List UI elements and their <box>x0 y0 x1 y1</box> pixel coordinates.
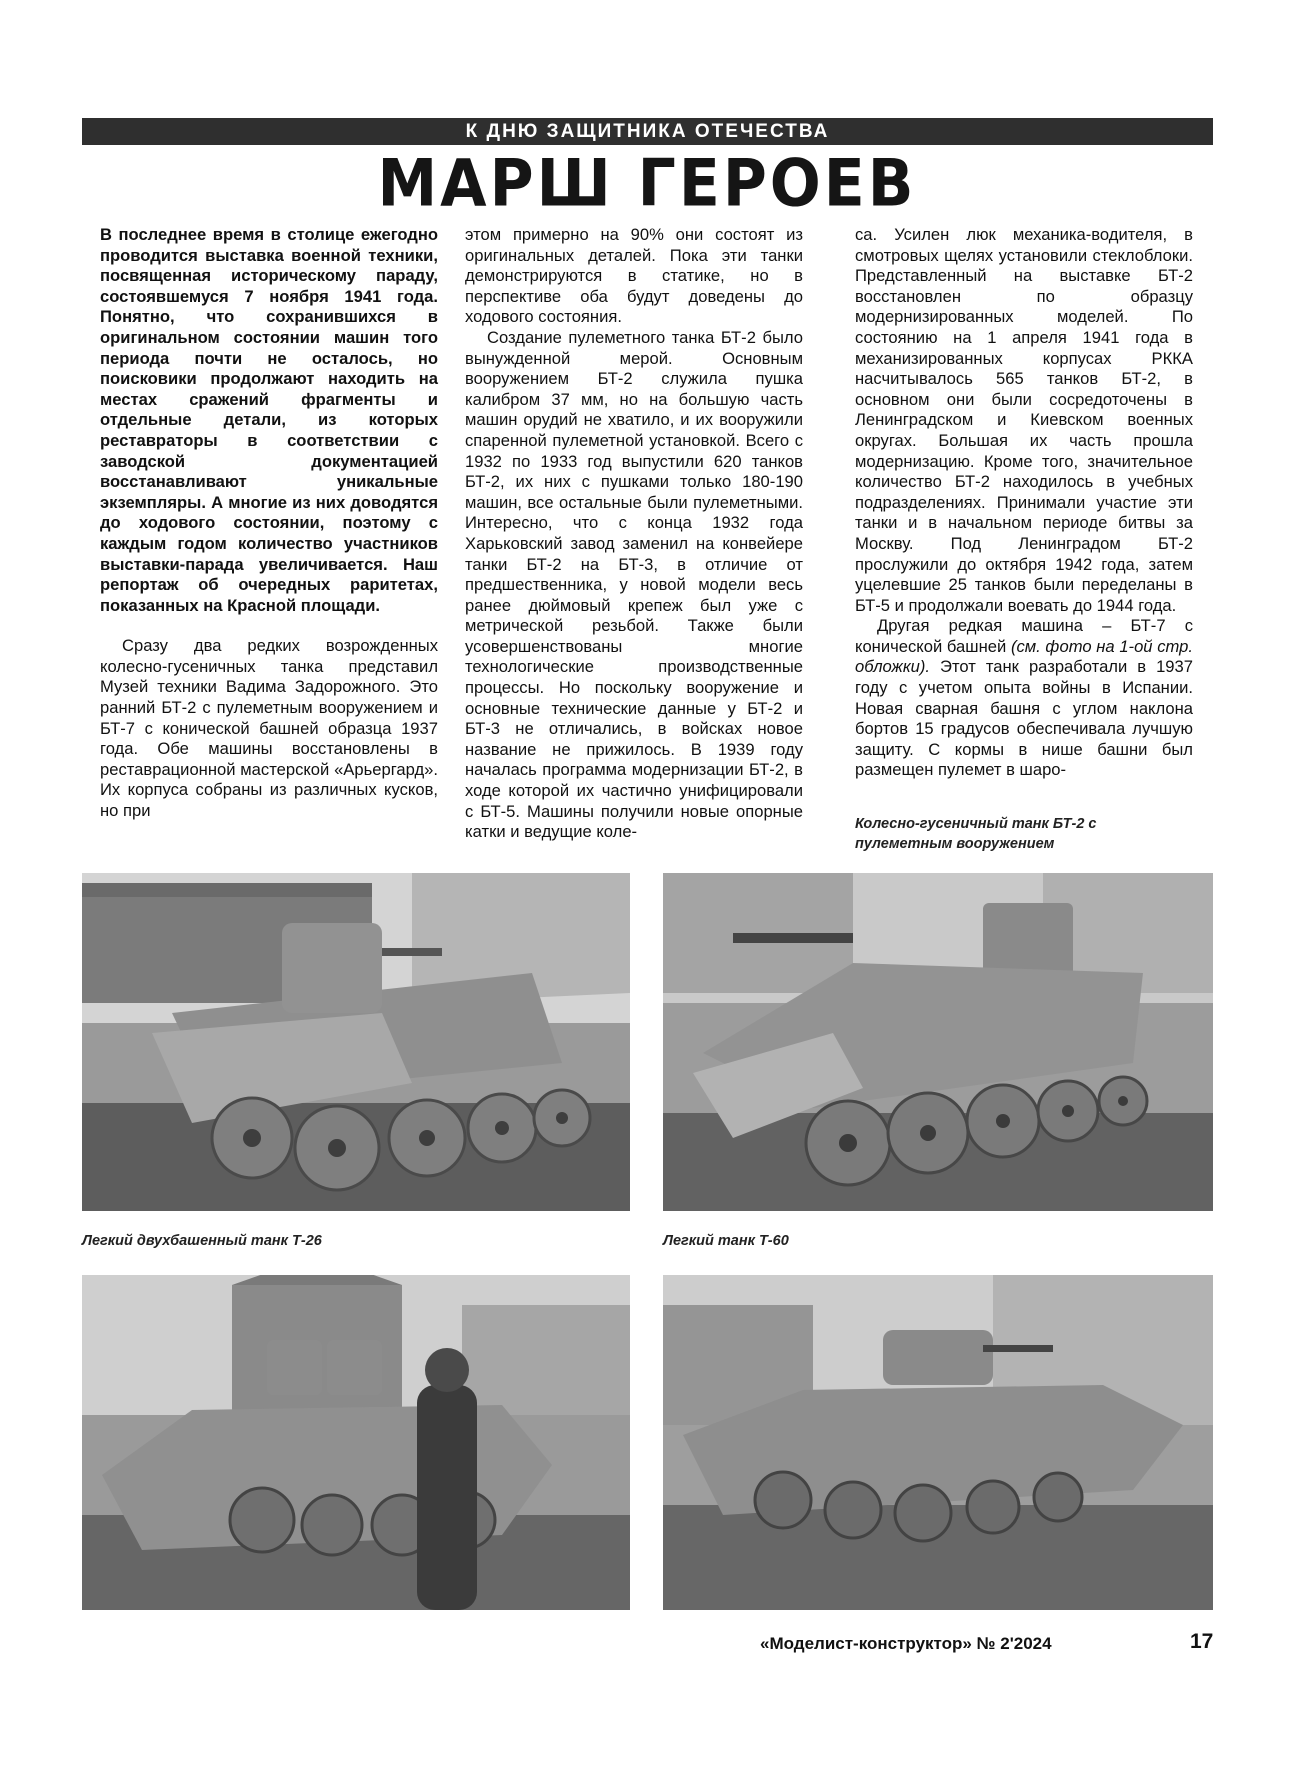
body-paragraph <box>855 616 1193 781</box>
body-paragraph: Сразу два редких возрожденных колесно-гусеничных танка представил Музей техники Вадима Задорожного. Это ранний БТ-2 с пулеметным вооружением и БТ-7 с конической башней образца 1937 года. Обе машины восстановлены в реставрационной мастерской «Арьергард». Их корпуса собраны из различных кусков, но при <box>100 636 438 821</box>
body-paragraph: Создание пулеметного танка БТ-2 было вынужденной мерой. Основным вооружением БТ-2 служила пушка калибром 37 мм, но на большую часть машин орудий не хватило, и их вооружили спаренной пулеметной установкой. Всего с 1932 по 1933 год выпустили 620 танков БТ-2, их них с пушками только 180-190 машин, все остальные были пулеметными. Интересно, что с конца 1932 года Харьковский завод заменил на конвейере танки БТ-2 на БТ-3, в отличие от предшественника, у новой модели весь ранее дюймовый крепеж был уже с метрической резьбой. Также были усовершенствованы многие технологические производственные процессы. Но поскольку вооружение и основные технические данные у БТ-2 и БТ-3 не отличались, в войсках новое название не прижилось. В 1939 году началась программа модернизации БТ-2, в ходе которой их частично унифицировали с БТ-5. Машины получили новые опорные катки и ведущие коле- <box>465 327 803 842</box>
text-column-2 <box>465 225 803 843</box>
caption-t26: Легкий двухбашенный танк Т-26 <box>82 1233 322 1249</box>
photo-bt2-front <box>663 873 1213 1211</box>
text-column-1 <box>100 225 438 822</box>
caption-t60: Легкий танк Т-60 <box>663 1233 789 1249</box>
caption-bt2: Колесно-гусеничный танк БТ-2 с пулеметным вооружением <box>855 816 1097 852</box>
photo-t60 <box>663 1275 1213 1610</box>
photo-bt2-side <box>82 873 630 1211</box>
text-column-3 <box>855 225 1193 781</box>
body-paragraph: са. Усилен люк механика-водителя, в смотровых щелях установили стеклоблоки. Представленный на выставке БТ-2 восстановлен по образцу модернизированных моделей. По состоянию на 1 апреля 1941 года в механизированных корпусах РККА насчитывалось 565 танков БТ-2, в основном они были сосредоточены в Ленинградском и Киевском военных округах. Большая их часть прошла модернизацию. Кроме того, значительное количество БТ-2 находилось в учебных подразделениях. Принимали участие эти танки и в начальном периоде битвы за Москву. Под Ленинградом БТ-2 прослужили до октября 1942 года, затем уцелевшие 25 танков были переделаны в БТ-5 и продолжали воевать до 1944 года. <box>855 225 1193 615</box>
photo-reference: (см. фото на 1-ой стр. обложки). <box>855 636 1193 677</box>
lead-paragraph: В последнее время в столице ежегодно проводится выставка военной техники, посвященная историческому параду, состоявшемуся 7 ноября 1941 года. Понятно, что сохранившихся в оригинальном состоянии машин того периода почти не осталось, но поисковики продолжают находить на местах сражений фрагменты и отдельные детали, из которых реставраторы в соответствии с заводской документацией восстанавливают уникальные экземпляры. А многие из них доводятся до ходового состоянии, поэтому с каждым годом количество участников выставки-парада увеличивается. Наш репортаж об очередных раритетах, показанных на Красной площади. <box>100 225 438 615</box>
rubric-banner: К ДНЮ ЗАЩИТНИКА ОТЕЧЕСТВА <box>82 118 1213 145</box>
body-paragraph: этом примерно на 90% они состоят из оригинальных деталей. Пока эти танки демонстрируются в статике, но в перспективе оба будут доведены до ходового состояния. <box>465 225 803 327</box>
magazine-issue: «Моделист-конструктор» № 2'2024 <box>760 1634 1052 1653</box>
article-title: МАРШ ГЕРОЕВ <box>377 146 917 222</box>
paragraph-text: Другая редкая машина – БТ-7 с конической башней <box>855 616 1193 656</box>
photo-t26 <box>82 1275 630 1610</box>
paragraph-text: Этот танк разработали в 1937 году с учетом опыта войны в Испании. Новая сварная башня с углом наклона бортов 15 градусов обеспечивала лучшую защиту. С кормы в нише башни был размещен пулемет в шаро- <box>855 657 1193 780</box>
page-number: 17 <box>1190 1630 1214 1653</box>
